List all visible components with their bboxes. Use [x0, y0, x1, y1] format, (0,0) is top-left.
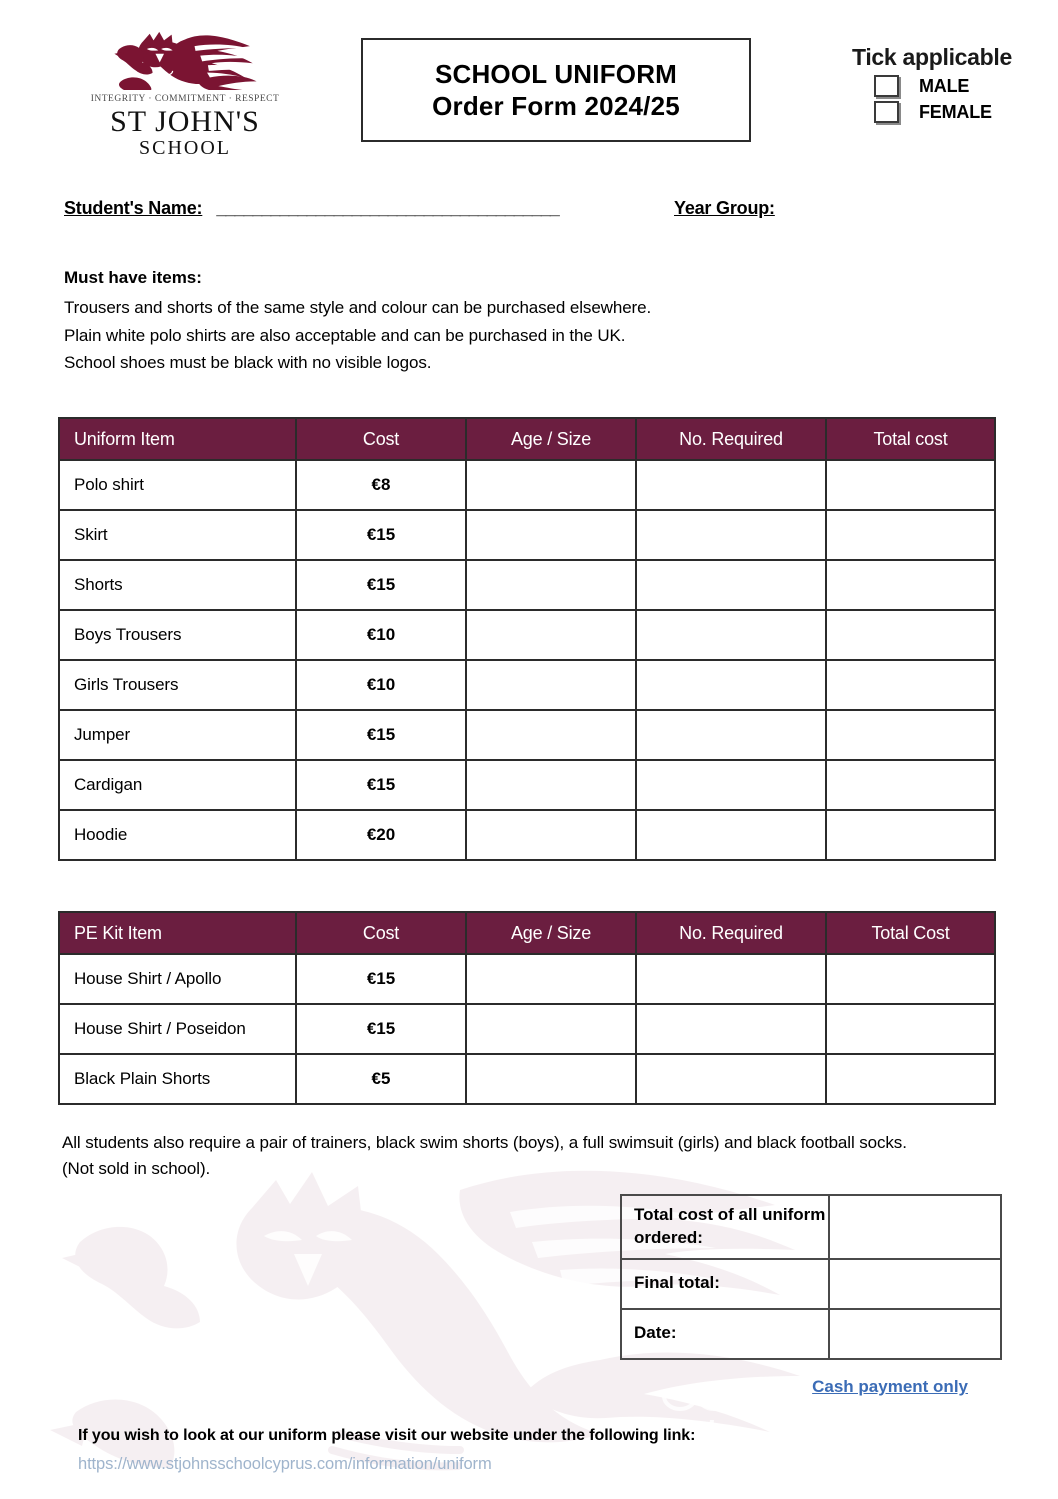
header-pe-age-size: Age / Size [466, 912, 636, 954]
page-header [0, 0, 1058, 180]
uniform-no-required-input[interactable] [636, 460, 826, 510]
dragon-crest-icon [110, 28, 260, 90]
table-row [59, 810, 995, 860]
totals-row-uniform [621, 1195, 1001, 1259]
must-have-line: Trousers and shorts of the same style and colour can be purchased elsewhere. [64, 298, 652, 317]
totals-row-final [621, 1259, 1001, 1309]
uniform-total-cost-input[interactable] [826, 560, 995, 610]
checkbox-female-label: FEMALE [919, 101, 992, 122]
pe-total-cost-input[interactable] [826, 1054, 995, 1104]
pe-table-header-row [59, 912, 995, 954]
must-have-list [64, 294, 884, 377]
header-uniform-item: Uniform Item [59, 418, 296, 460]
totals-row-date [621, 1309, 1001, 1359]
table-row [59, 760, 995, 810]
pe-age-size-input[interactable] [466, 954, 636, 1004]
uniform-age-size-input[interactable] [466, 560, 636, 610]
header-pe-cost: Cost [296, 912, 466, 954]
pe-item-name: House Shirt / Apollo [59, 954, 296, 1004]
uniform-item-name: Hoodie [59, 810, 296, 860]
uniform-total-cost-input[interactable] [826, 510, 995, 560]
pe-item-cost: €15 [296, 1004, 466, 1054]
pe-no-required-input[interactable] [636, 954, 826, 1004]
uniform-age-size-input[interactable] [466, 760, 636, 810]
student-name-label: Student's Name: [64, 198, 203, 218]
uniform-table-header-row [59, 418, 995, 460]
uniform-item-name: Jumper [59, 710, 296, 760]
uniform-total-cost-input[interactable] [826, 660, 995, 710]
totals-uniform-input[interactable] [829, 1195, 1001, 1259]
pe-no-required-input[interactable] [636, 1004, 826, 1054]
totals-summary-table [620, 1194, 1002, 1360]
uniform-item-name: Boys Trousers [59, 610, 296, 660]
header-uniform-no-required: No. Required [636, 418, 826, 460]
uniform-total-cost-input[interactable] [826, 610, 995, 660]
uniform-no-required-input[interactable] [636, 610, 826, 660]
tick-applicable-label: Tick applicable [852, 44, 1012, 70]
uniform-total-cost-input[interactable] [826, 710, 995, 760]
table-row [59, 510, 995, 560]
uniform-total-cost-input[interactable] [826, 460, 995, 510]
must-have-line: School shoes must be black with no visible logos. [64, 353, 432, 373]
totals-uniform-label: Total cost of all uniform ordered: [621, 1195, 829, 1259]
pe-item-name: Black Plain Shorts [59, 1054, 296, 1104]
logo-school-sub: SCHOOL [138, 136, 231, 159]
logo-school-name: ST JOHN'S [110, 105, 260, 138]
uniform-no-required-input[interactable] [636, 710, 826, 760]
totals-date-label: Date: [621, 1309, 829, 1359]
header-pe-no-required: No. Required [636, 912, 826, 954]
uniform-age-size-input[interactable] [466, 710, 636, 760]
footer-website-url[interactable]: https://www.stjohnsschoolcyprus.com/information/uniform [78, 1455, 492, 1473]
header-uniform-age-size: Age / Size [466, 418, 636, 460]
must-have-line: Plain white polo shirts are also acceptable and can be purchased in the UK. [64, 325, 626, 345]
student-name-field[interactable]: ______________________________________ [216, 198, 559, 218]
uniform-item-cost: €20 [296, 810, 466, 860]
pe-total-cost-input[interactable] [826, 1004, 995, 1054]
pe-age-size-input[interactable] [466, 1004, 636, 1054]
form-title-box [361, 38, 751, 142]
form-title-line1: SCHOOL UNIFORM [434, 58, 678, 89]
uniform-order-table [58, 417, 996, 861]
totals-date-input[interactable] [829, 1309, 1001, 1359]
table-row [59, 954, 995, 1004]
uniform-item-cost: €10 [296, 610, 466, 660]
header-uniform-total-cost: Total cost [826, 418, 995, 460]
table-row [59, 1054, 995, 1104]
uniform-age-size-input[interactable] [466, 660, 636, 710]
uniform-item-cost: €8 [296, 460, 466, 510]
totals-final-label: Final total: [621, 1259, 829, 1309]
tick-applicable-group [852, 44, 1012, 127]
uniform-item-cost: €15 [296, 710, 466, 760]
uniform-age-size-input[interactable] [466, 610, 636, 660]
pe-item-name: House Shirt / Poseidon [59, 1004, 296, 1054]
uniform-age-size-input[interactable] [466, 460, 636, 510]
uniform-age-size-input[interactable] [466, 810, 636, 860]
pe-item-cost: €5 [296, 1054, 466, 1104]
checkbox-female[interactable] [874, 101, 899, 123]
tick-row-male[interactable] [874, 75, 1012, 97]
year-group-label: Year Group: [674, 198, 775, 218]
uniform-no-required-input[interactable] [636, 760, 826, 810]
uniform-item-name: Polo shirt [59, 460, 296, 510]
table-row [59, 560, 995, 610]
uniform-item-name: Girls Trousers [59, 660, 296, 710]
footer-instruction-text: If you wish to look at our uniform please visit our website under the following link: [78, 1427, 696, 1444]
tick-row-female[interactable] [874, 101, 1012, 123]
table-row [59, 710, 995, 760]
uniform-item-cost: €10 [296, 660, 466, 710]
uniform-item-name: Cardigan [59, 760, 296, 810]
table-row [59, 460, 995, 510]
pe-no-required-input[interactable] [636, 1054, 826, 1104]
uniform-item-name: Shorts [59, 560, 296, 610]
table-row [59, 610, 995, 660]
uniform-no-required-input[interactable] [636, 560, 826, 610]
must-have-items-block [64, 268, 884, 377]
checkbox-male-label: MALE [919, 75, 970, 96]
uniform-item-name: Skirt [59, 510, 296, 560]
uniform-item-cost: €15 [296, 560, 466, 610]
uniform-item-cost: €15 [296, 760, 466, 810]
pe-age-size-input[interactable] [466, 1054, 636, 1104]
header-pe-item: PE Kit Item [59, 912, 296, 954]
uniform-no-required-input[interactable] [636, 660, 826, 710]
totals-final-input[interactable] [829, 1259, 1001, 1309]
uniform-no-required-input[interactable] [636, 810, 826, 860]
uniform-age-size-input[interactable] [466, 510, 636, 560]
pe-total-cost-input[interactable] [826, 954, 995, 1004]
form-title-line2: Order Form 2024/25 [432, 91, 680, 121]
table-row [59, 1004, 995, 1054]
cash-payment-note[interactable]: Cash payment only [812, 1377, 968, 1396]
header-pe-total-cost: Total Cost [826, 912, 995, 954]
table-row [59, 660, 995, 710]
header-uniform-cost: Cost [296, 418, 466, 460]
additional-items-note: All students also require a pair of trainers, black swim shorts (boys), a full swimsuit (girls) and black football socks. (Not sold in school). [62, 1133, 907, 1178]
pe-kit-order-table [58, 911, 996, 1105]
student-info-row [64, 198, 994, 219]
checkbox-male[interactable] [874, 75, 899, 97]
pe-item-cost: €15 [296, 954, 466, 1004]
logo-tagline: INTEGRITY · COMMITMENT · RESPECT [90, 94, 280, 104]
uniform-no-required-input[interactable] [636, 510, 826, 560]
uniform-total-cost-input[interactable] [826, 760, 995, 810]
school-logo [60, 28, 310, 159]
uniform-total-cost-input[interactable] [826, 810, 995, 860]
uniform-item-cost: €15 [296, 510, 466, 560]
must-have-title: Must have items: [64, 268, 202, 287]
